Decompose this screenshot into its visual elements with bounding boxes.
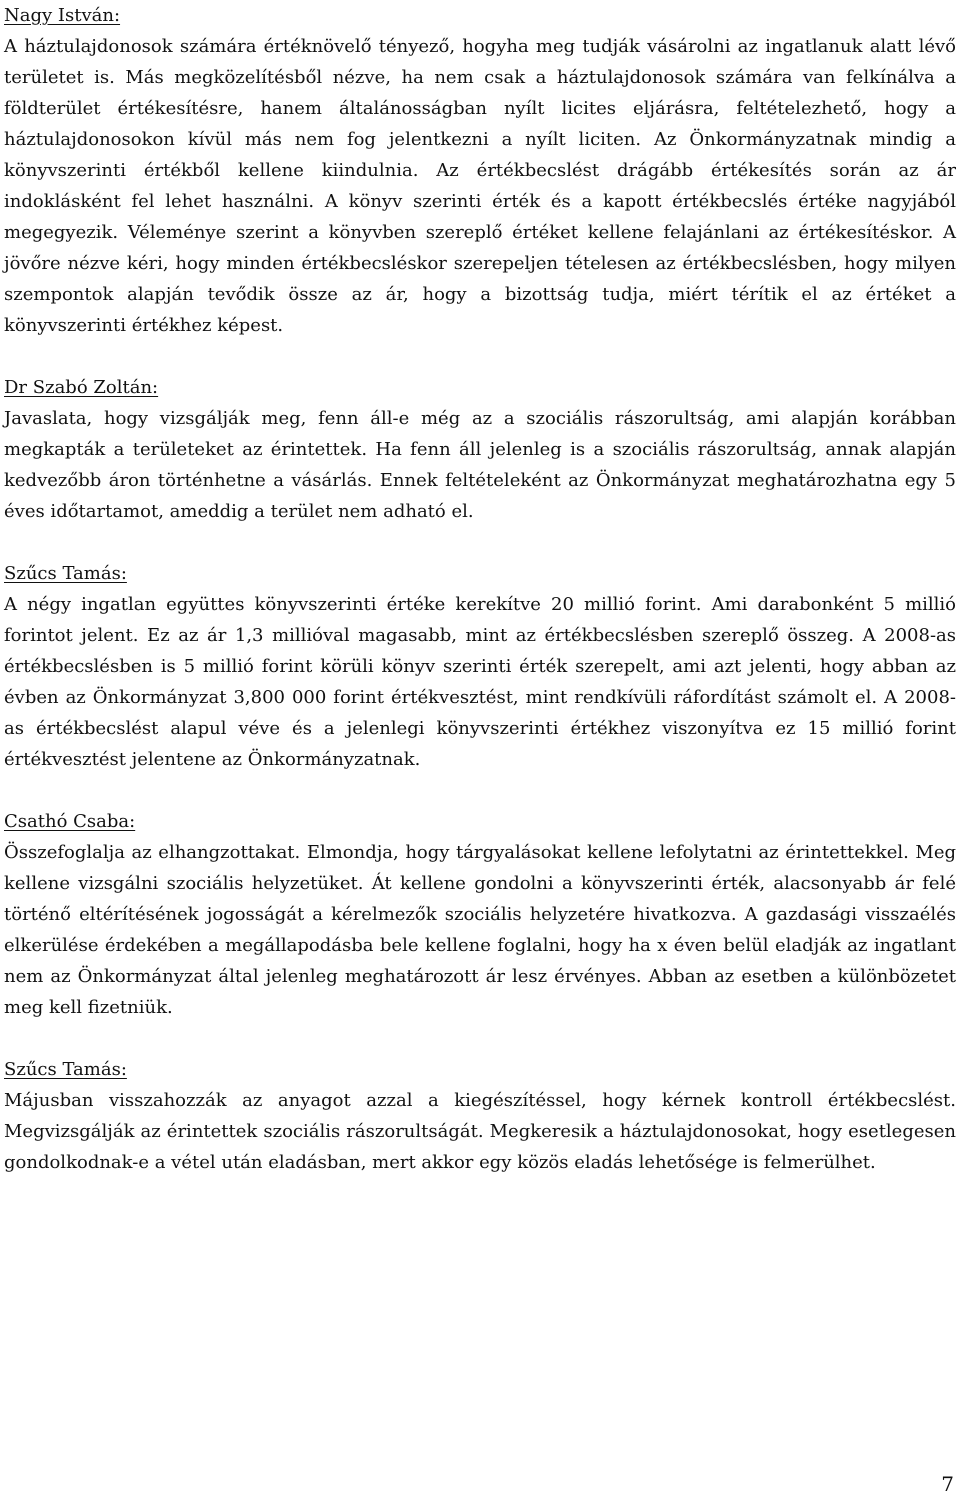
speaker-name: Szűcs Tamás: bbox=[4, 1059, 127, 1080]
section-dr-szabo-zoltan bbox=[4, 372, 956, 527]
speaker-name: Dr Szabó Zoltán: bbox=[4, 377, 159, 398]
section-csatho-csaba bbox=[4, 806, 956, 1023]
document-page bbox=[4, 0, 956, 1209]
section-nagy-istvan bbox=[4, 0, 956, 341]
page-number: 7 bbox=[941, 1472, 954, 1496]
statement-text: A négy ingatlan együttes könyvszerinti értéke kerekítve 20 millió forint. Ami darabonként 5 millió forintot jelent. Ez az ár 1,3 millióval magasabb, mint az értékbecslésben szereplő összeg. A 2008-as értékbecslésben is 5 millió forint körüli könyv szerinti érték szerepelt, ami azt jelenti, hogy abban az évben az Önkormányzat 3,800 000 forint értékvesztést, mint rendkívüli ráfordítást számolt el. A 2008-as értékbecslést alapul véve és a jelenlegi könyvszerinti értékhez viszonyítva ez 15 millió forint értékvesztést jelentene az Önkormányzatnak. bbox=[4, 594, 956, 770]
section-szucs-tamas-2 bbox=[4, 1054, 956, 1178]
statement-text: Májusban visszahozzák az anyagot azzal a kiegészítéssel, hogy kérnek kontroll értékbecslést. Megvizsgálják az érintettek szociális rászorultságát. Megkeresik a háztulajdonosokat, hogy esetlegesen gondolkodnak-e a vétel után eladásban, mert akkor egy közös eladás lehetősége is felmerülhet. bbox=[4, 1090, 956, 1173]
statement-text: Összefoglalja az elhangzottakat. Elmondja, hogy tárgyalásokat kellene lefolytatni az érintettekkel. Meg kellene vizsgálni szociális helyzetüket. Át kellene gondolni a könyvszerinti érték, alacsonyabb ár felé történő eltérítésének jogosságát a kérelmezők szociális helyzetére hivatkozva. A gazdasági visszaélés elkerülése érdekében a megállapodásba bele kellene foglalni, hogy ha x éven belül eladják az ingatlant nem az Önkormányzat által jelenleg meghatározott ár lesz érvényes. Abban az esetben a különbözetet meg kell fizetniük. bbox=[4, 842, 956, 1018]
statement-text: Javaslata, hogy vizsgálják meg, fenn áll-e még az a szociális rászorultság, ami alapján korábban megkapták a területeket az érintettek. Ha fenn áll jelenleg is a szociális rászorultság, annak alapján kedvezőbb áron történhetne a vásárlás. Ennek feltételeként az Önkormányzat meghatározhatna egy 5 éves időtartamot, ameddig a terület nem adható el. bbox=[4, 408, 956, 522]
speaker-name: Nagy István: bbox=[4, 5, 121, 26]
statement-text: A háztulajdonosok számára értéknövelő tényező, hogyha meg tudják vásárolni az ingatlanuk alatt lévő területet is. Más megközelítésből nézve, ha nem csak a háztulajdonosok számára van felkínálva a földterület értékesítésre, hanem általánosságban nyílt licites eljárásra, feltételezhető, hogy a háztulajdonosokon kívül más nem fog jelentkezni a nyílt liciten. Az Önkormányzatnak mindig a könyvszerinti értékből kellene kiindulnia. Az értékbecslést drágább értékesítés során az ár indoklásként fel lehet használni. A könyv szerinti érték és a kapott értékbecslés értéke nagyjából megegyezik. Véleménye szerint a könyvben szereplő értéket kellene felajánlani az értékesítéskor. A jövőre nézve kéri, hogy minden értékbecsléskor szerepeljen tételesen az értékbecslésben, hogy milyen szempontok alapján tevődik össze az ár, hogy a bizottság tudja, miért térítik el az értéket a könyvszerinti értékhez képest. bbox=[4, 36, 956, 336]
speaker-name: Szűcs Tamás: bbox=[4, 563, 127, 584]
section-szucs-tamas-1 bbox=[4, 558, 956, 775]
speaker-name: Csathó Csaba: bbox=[4, 811, 136, 832]
